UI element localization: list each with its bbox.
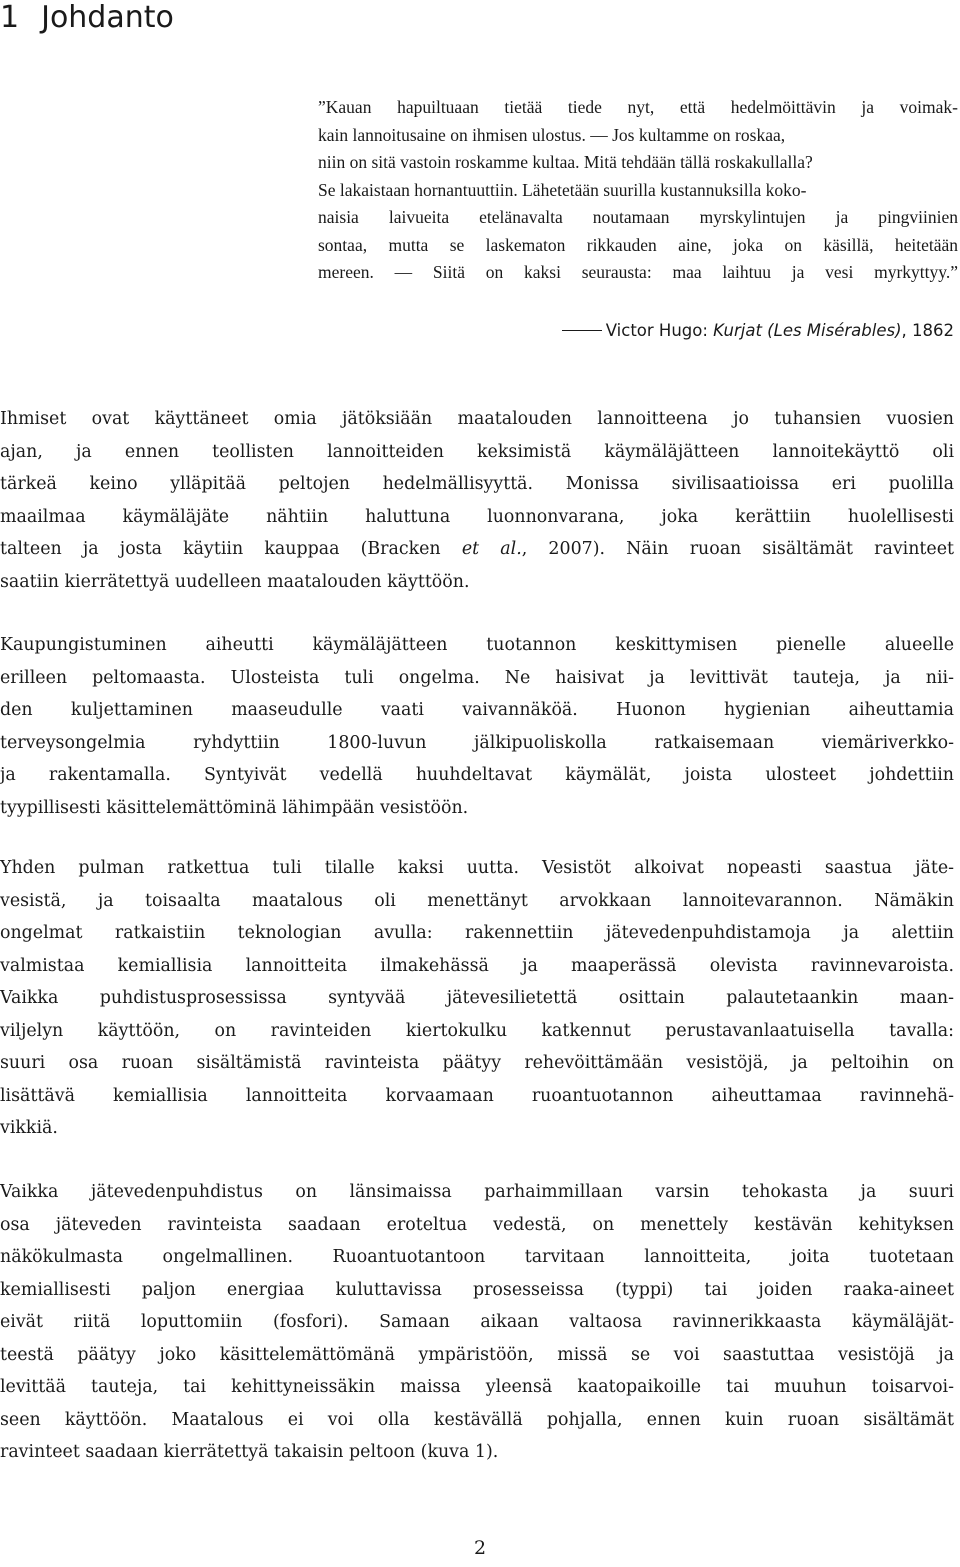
citation-before: talteen ja josta käytiin kauppaa (Bracken — [0, 539, 462, 559]
paragraph-line: saatiin kierrätettyä uudelleen maatalouden käyttöön. — [0, 571, 470, 592]
epigraph-line: naisia laivueita etelänavalta noutamaan myrskylintujen ja pingviinien — [318, 207, 958, 227]
paragraph-line: Ihmiset ovat käyttäneet omia jätöksiään maatalouden lannoitteena jo tuhansien vuosien — [0, 409, 954, 429]
attribution-year: , 1862 — [901, 321, 954, 340]
paragraph-line: maailmaa käymäläjäte nähtiin haluttuna luonnonvarana, joka kerättiin huolellisesti — [0, 506, 954, 527]
epigraph-line: kain lannoitusaine on ihmisen ulostus. — Jos kultamme on roskaa, — [318, 124, 786, 145]
paragraph-line: valmistaa kemiallisia lannoitteita ilmakehässä ja maaperässä olevista ravinnevaroista. — [0, 955, 954, 976]
paragraph-line-citation — [0, 533, 954, 566]
paragraph-line: tyypillisesti käsittelemättöminä lähimpään vesistöön. — [0, 797, 469, 818]
paragraph-line: teestä päätyy joko käsittelemättömänä ympäristöön, missä se voi saastuttaa vesistöjä ja — [0, 1344, 954, 1365]
body-paragraph-3 — [0, 852, 954, 1145]
epigraph-line: ”Kauan hapuiltuaan tietää tiede nyt, että hedelmöittävin ja voimak- — [318, 97, 958, 117]
paragraph-line: terveysongelmia ryhdyttiin 1800-luvun jälkipuoliskolla ratkaisemaan viemäriverkko- — [0, 732, 954, 753]
epigraph-line: sontaa, mutta se laskematon rikkauden aine, joka on käsillä, heitetään — [318, 234, 958, 255]
section-number: 1 — [0, 0, 20, 35]
citation-et-al: et al. — [461, 539, 522, 559]
page-number: 2 — [473, 1537, 487, 1559]
epigraph-attribution — [562, 319, 954, 343]
epigraph-quote — [318, 94, 958, 287]
body-paragraph-4 — [0, 1176, 954, 1469]
paragraph-line: eivät riitä loputtomiin (fosfori). Samaan aikaan valtaosa ravinnerikkaasta käymäläjät- — [0, 1312, 954, 1332]
paragraph-line: Vaikka jätevedenpuhdistus on länsimaissa parhaimmillaan varsin tehokasta ja suuri — [0, 1182, 954, 1202]
epigraph-line: mereen. — Siitä on kaksi seurausta: maa laihtuu ja vesi myrkyttyy.” — [318, 262, 958, 282]
attribution-author: Victor Hugo: — [605, 321, 714, 340]
paragraph-line: levittää tauteja, tai kehittyneissäkin maissa yleensä kaatopaikoille tai muuhun toisarvoi- — [0, 1377, 954, 1397]
attribution-dash — [562, 330, 602, 331]
paragraph-line: lisättävä kemiallisia lannoitteita korvaamaan ruoantuotannon aiheuttamaa ravinnehä- — [0, 1085, 954, 1106]
citation-after: , 2007). Näin ruoan sisältämät ravinteet — [521, 539, 954, 559]
paragraph-line: vesistä, ja toisaalta maatalous oli menettänyt arvokkaan lannoitevarannon. Nämäkin — [0, 890, 954, 911]
paragraph-line: suuri osa ruoan sisältämistä ravinteista päätyy rehevöittämään vesistöjä, ja peltoihin on — [0, 1053, 954, 1073]
body-paragraph-1 — [0, 403, 954, 598]
paragraph-line: Vaikka puhdistusprosessissa syntyvää jätevesilietettä osittain palautetaankin maan- — [0, 988, 954, 1008]
paragraph-line: den kuljettaminen maaseudulle vaati vaivannäköä. Huonon hygienian aiheuttamia — [0, 700, 954, 720]
epigraph-line: niin on sitä vastoin roskamme kultaa. Mitä tehdään tällä roskakullalla? — [318, 152, 813, 172]
body-paragraph-2 — [0, 629, 954, 824]
epigraph-line: Se lakaistaan hornantuuttiin. Lähetetään suurilla kustannuksilla koko- — [318, 179, 807, 200]
paragraph-line: ravinteet saadaan kierrätettyä takaisin peltoon (kuva 1). — [0, 1442, 499, 1462]
paragraph-line: tärkeä keino ylläpitää peltojen hedelmällisyyttä. Monissa sivilisaatioissa eri puolilla — [0, 474, 954, 494]
paragraph-line: ajan, ja ennen teollisten lannoitteiden keksimistä käymäläjätteen lannoitekäyttö oli — [0, 441, 954, 462]
paragraph-line: Kaupungistuminen aiheutti käymäläjätteen tuotannon keskittymisen pienelle alueelle — [0, 635, 954, 655]
paragraph-line: erilleen peltomaasta. Ulosteista tuli ongelma. Ne haisivat ja levittivät tauteja, ja nii- — [0, 667, 954, 688]
paragraph-line: viljelyn käyttöön, on ravinteiden kiertokulku katkennut perustavanlaatuisella tavalla: — [0, 1020, 954, 1041]
section-title: Johdanto — [41, 0, 174, 35]
paragraph-line: vikkiä. — [0, 1118, 58, 1138]
paragraph-line: osa jäteveden ravinteista saadaan eroteltua vedestä, on menettely kestävän kehityksen — [0, 1214, 954, 1235]
paragraph-line: seen käyttöön. Maatalous ei voi olla kestävällä pohjalla, ennen kuin ruoan sisältämät — [0, 1409, 954, 1430]
paragraph-line: näkökulmasta ongelmallinen. Ruoantuotantoon tarvitaan lannoitteita, joita tuotetaan — [0, 1247, 954, 1267]
paragraph-line: ja rakentamalla. Syntyivät vedellä huuhdeltavat käymälät, joista ulosteet johdettiin — [0, 765, 954, 785]
paragraph-line: Yhden pulman ratkettua tuli tilalle kaksi uutta. Vesistöt alkoivat nopeasti saastua jäte- — [0, 858, 954, 878]
paragraph-line: kemiallisesti paljon energiaa kuluttavissa prosesseissa (typpi) tai joiden raaka-aineet — [0, 1279, 954, 1300]
section-heading — [0, 0, 174, 40]
attribution-work: Kurjat (Les Misérables) — [713, 321, 902, 340]
paragraph-line: ongelmat ratkaistiin teknologian avulla: rakennettiin jätevedenpuhdistamoja ja alettiin — [0, 923, 954, 943]
